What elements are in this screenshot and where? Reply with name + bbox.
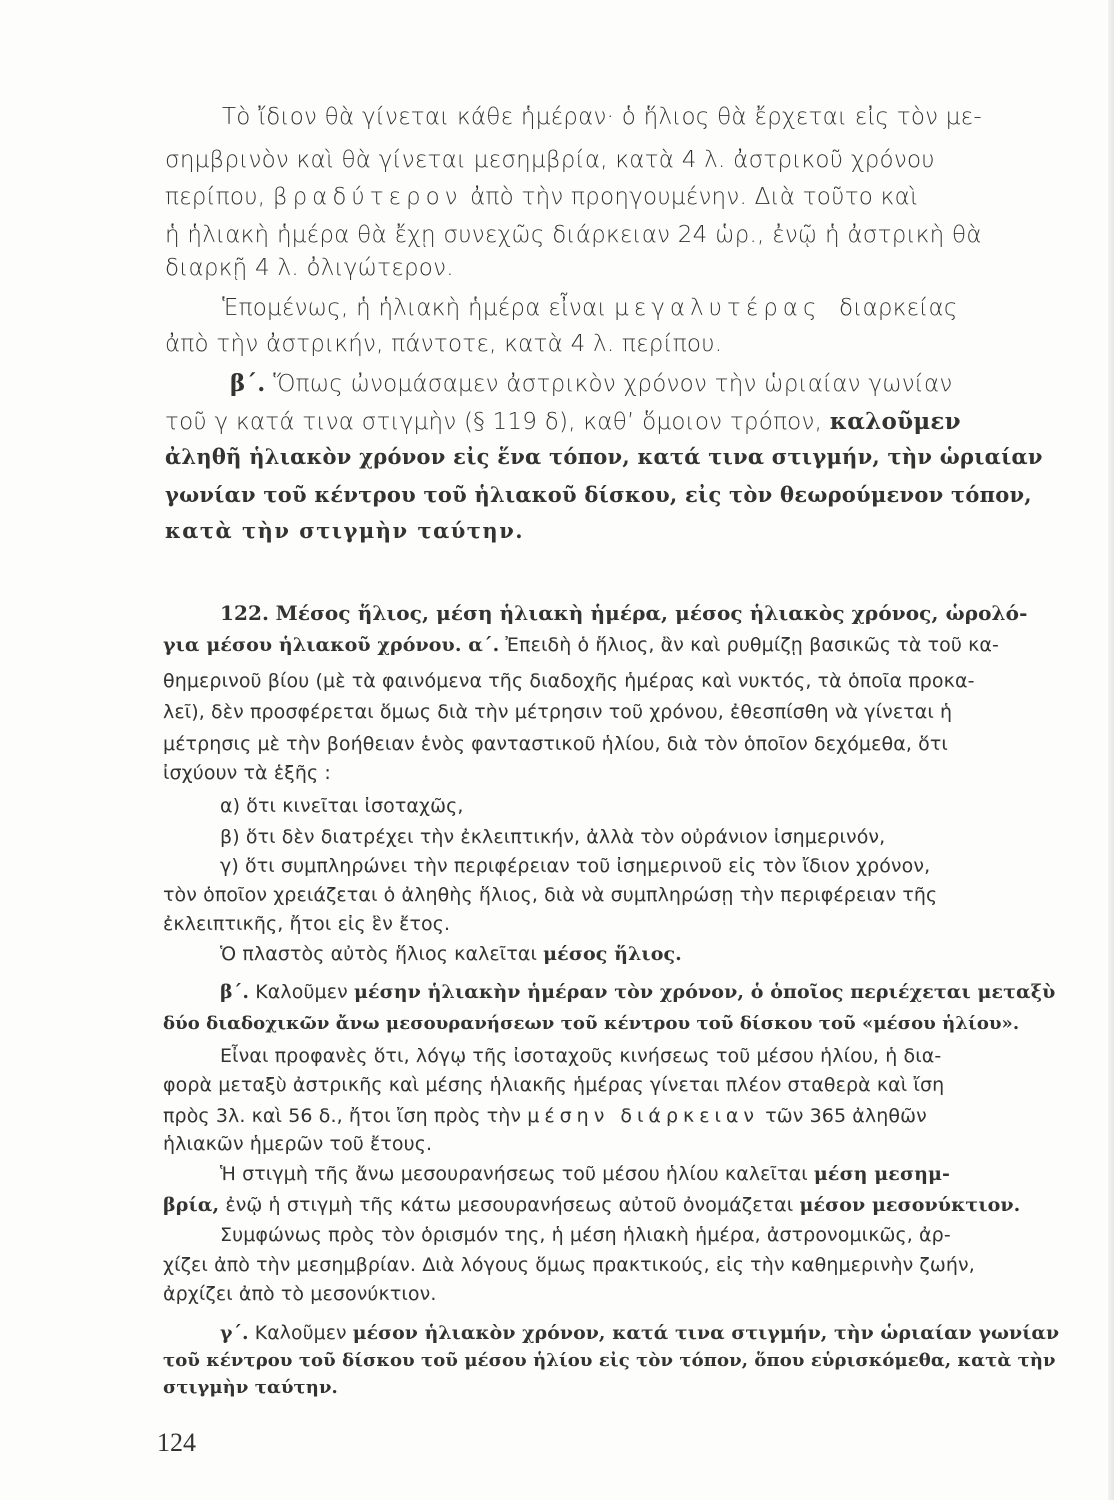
text-line: σημβρινὸν καὶ θὰ γίνεται μεσημβρία, κατὰ 4 λ. ἀστρικοῦ χρόνου: [165, 147, 935, 173]
text-span: πρὸς 3λ. καὶ 56 δ., ἤτοι ἴση πρὸς τὴν: [163, 1105, 522, 1127]
list-item: γ) ὅτι συμπληρώνει τὴν περιφέρειαν τοῦ ἰσημερινοῦ εἰς τὸν ἴδιον χρόνον,: [220, 855, 931, 877]
subsection-label: β΄.: [230, 370, 266, 397]
text-line: ἐκλειπτικῆς, ἤτοι εἰς ἓν ἔτος.: [163, 913, 451, 935]
bold-span: βρία,: [163, 1194, 220, 1216]
text-line: θημερινοῦ βίου (μὲ τὰ φαινόμενα τῆς διαδοχῆς ἡμέρας καὶ νυκτός, τὰ ὁποῖα προκα-: [163, 670, 975, 692]
text-line: [165, 410, 961, 434]
text-line: ἀρχίζει ἀπὸ τὸ μεσονύκτιον.: [163, 1283, 437, 1305]
text-span: Ἑπομένως, ἡ ἡλιακὴ ἡμέρα εἶναι: [222, 295, 607, 321]
text-line: [163, 1196, 1020, 1215]
text-line: Εἶναι προφανὲς ὅτι, λόγῳ τῆς ἰσοταχοῦς κινήσεως τοῦ μέσου ἡλίου, ἡ δια-: [220, 1045, 942, 1067]
text-span: Ἐπειδὴ ὁ ἥλιος, ἂν καὶ ρυθμίζῃ βασικῶς τὰ τοῦ κα-: [505, 634, 999, 656]
text-line: [165, 186, 918, 209]
spaced-emphasis: βραδύτερον: [272, 184, 463, 210]
text-span: Ὁ πλαστὸς αὐτὸς ἥλιος καλεῖται: [220, 943, 538, 965]
text-line: Συμφώνως πρὸς τὸν ὁρισμόν της, ἡ μέση ἡλιακὴ ἡμέρα, ἀστρονομικῶς, ἀρ-: [220, 1224, 951, 1246]
heading-title: για μέσου ἡλιακοῦ χρόνου. α΄.: [163, 634, 500, 656]
bold-line: κατὰ τὴν στιγμὴν ταύτην.: [165, 518, 525, 543]
bold-span: μέσον μεσονύκτιον.: [799, 1194, 1021, 1216]
text-line: [220, 945, 682, 964]
text-line: ἀπὸ τὴν ἀστρικήν, πάντοτε, κατὰ 4 λ. περίπου.: [165, 331, 723, 357]
text-line: [222, 297, 958, 320]
section-heading: [220, 603, 1028, 623]
bold-line: στιγμὴν ταύτην.: [163, 1377, 338, 1398]
text-span: ἀπὸ τὴν προηγουμένην. Διὰ τοῦτο καὶ: [470, 184, 919, 210]
spaced-emphasis: μέσην διάρκειαν: [527, 1105, 760, 1127]
text-line: τὸν ὁποῖον χρειάζεται ὁ ἀληθὴς ἥλιος, διὰ νὰ συμπληρώσῃ τὴν περιφέρειαν τῆς: [163, 884, 938, 906]
text-line: [220, 983, 1055, 1002]
bold-span: μέση μεσημ-: [813, 1163, 950, 1185]
text-line: [220, 1324, 1059, 1344]
list-item: α) ὅτι κινεῖται ἰσοταχῶς,: [220, 795, 464, 817]
bold-span: καλοῦμεν: [829, 408, 961, 435]
bold-line: δύο διαδοχικῶν ἄνω μεσουρανήσεων τοῦ κέντρου τοῦ δίσκου τοῦ «μέσου ἡλίου».: [163, 1013, 1020, 1034]
text-line: [230, 372, 952, 396]
heading-title: Μέσος ἥλιος, μέση ἡλιακὴ ἡμέρα, μέσος ἡλιακὸς χρόνος, ὡρολό-: [275, 601, 1028, 625]
page-number: 124: [157, 1428, 196, 1457]
text-span: ἐνῷ ἡ στιγμὴ τῆς κάτω μεσουρανήσεως αὐτοῦ ὀνομάζεται: [225, 1194, 794, 1216]
text-line: μέτρησις μὲ τὴν βοήθειαν ἑνὸς φανταστικοῦ ἡλίου, διὰ τὸν ὁποῖον δεχόμεθα, ὅτι: [163, 733, 948, 755]
text-span: διαρκείας: [839, 295, 958, 321]
list-item: β) ὅτι δὲν διατρέχει τὴν ἐκλειπτικήν, ἀλλὰ τὸν οὐράνιον ἰσημερινόν,: [220, 826, 886, 848]
text-span: περίπου,: [165, 184, 266, 210]
bold-line: τοῦ κέντρου τοῦ δίσκου τοῦ μέσου ἡλίου εἰς τὸν τόπον, ὅπου εὑρισκόμεθα, κατὰ τὴν: [163, 1350, 1056, 1371]
section-number: 122.: [220, 601, 270, 625]
bold-line: ἀληθῆ ἡλιακὸν χρόνον εἰς ἕνα τόπον, κατά τινα στιγμήν, τὴν ὡριαίαν: [165, 444, 1043, 469]
text-line: Τὸ ἴδιον θὰ γίνεται κάθε ἡμέραν· ὁ ἥλιος θὰ ἔρχεται εἰς τὸν με-: [222, 104, 982, 130]
text-line: διαρκῇ 4 λ. ὀλιγώτερον.: [165, 255, 454, 281]
bold-span: μέσην ἡλιακὴν ἡμέραν τὸν χρόνον, ὁ ὁποῖος περιέχεται μεταξὺ: [353, 981, 1056, 1003]
text-span: Καλοῦμεν: [254, 1323, 347, 1344]
text-line: [163, 1107, 927, 1126]
text-span: τῶν 365 ἀληθῶν: [765, 1105, 927, 1127]
text-line: ἰσχύουν τὰ ἑξῆς :: [163, 762, 331, 784]
bold-span: μέσος ἥλιος.: [543, 943, 682, 965]
text-line: λεῖ), δὲν προσφέρεται ὅμως διὰ τὴν μέτρησιν τοῦ χρόνου, ἐθεσπίσθη νὰ γίνεται ἡ: [163, 701, 953, 723]
bold-span: μέσον ἡλιακὸν χρόνον, κατά τινα στιγμήν, τὴν ὡριαίαν γωνίαν: [352, 1322, 1060, 1344]
text-line: [220, 1165, 950, 1184]
text-line: ἡλιακῶν ἡμερῶν τοῦ ἔτους.: [163, 1133, 433, 1155]
text-line: ἡ ἡλιακὴ ἡμέρα θὰ ἔχῃ συνεχῶς διάρκειαν 24 ὡρ., ἐνῷ ἡ ἀστρικὴ θὰ: [165, 222, 982, 248]
subsection-label: β΄.: [220, 981, 250, 1003]
text-line: φορὰ μεταξὺ ἀστρικῆς καὶ μέσης ἡλιακῆς ἡμέρας γίνεται πλέον σταθερὰ καὶ ἴση: [163, 1074, 945, 1096]
bold-line: γωνίαν τοῦ κέντρου τοῦ ἡλιακοῦ δίσκου, εἰς τὸν θεωρούμενον τόπον,: [165, 482, 1032, 507]
text-line: χίζει ἀπὸ τὴν μεσημβρίαν. Διὰ λόγους ὅμως πρακτικούς, εἰς τὴν καθημερινὴν ζωήν,: [163, 1254, 975, 1276]
text-line: [163, 636, 999, 655]
text-span: Ἡ στιγμὴ τῆς ἄνω μεσουρανήσεως τοῦ μέσου ἡλίου καλεῖται: [220, 1163, 808, 1185]
spaced-emphasis: μεγαλυτέρας: [614, 295, 822, 321]
text-span: Ὅπως ὠνομάσαμεν ἀστρικὸν χρόνον τὴν ὡριαίαν γωνίαν: [273, 371, 953, 397]
text-span: τοῦ γ κατά τινα στιγμὴν (§ 119 δ), καθ’ ὅμοιον τρόπον,: [165, 409, 823, 435]
text-span: Καλοῦμεν: [255, 981, 348, 1003]
subsection-label: γ΄.: [220, 1322, 249, 1344]
